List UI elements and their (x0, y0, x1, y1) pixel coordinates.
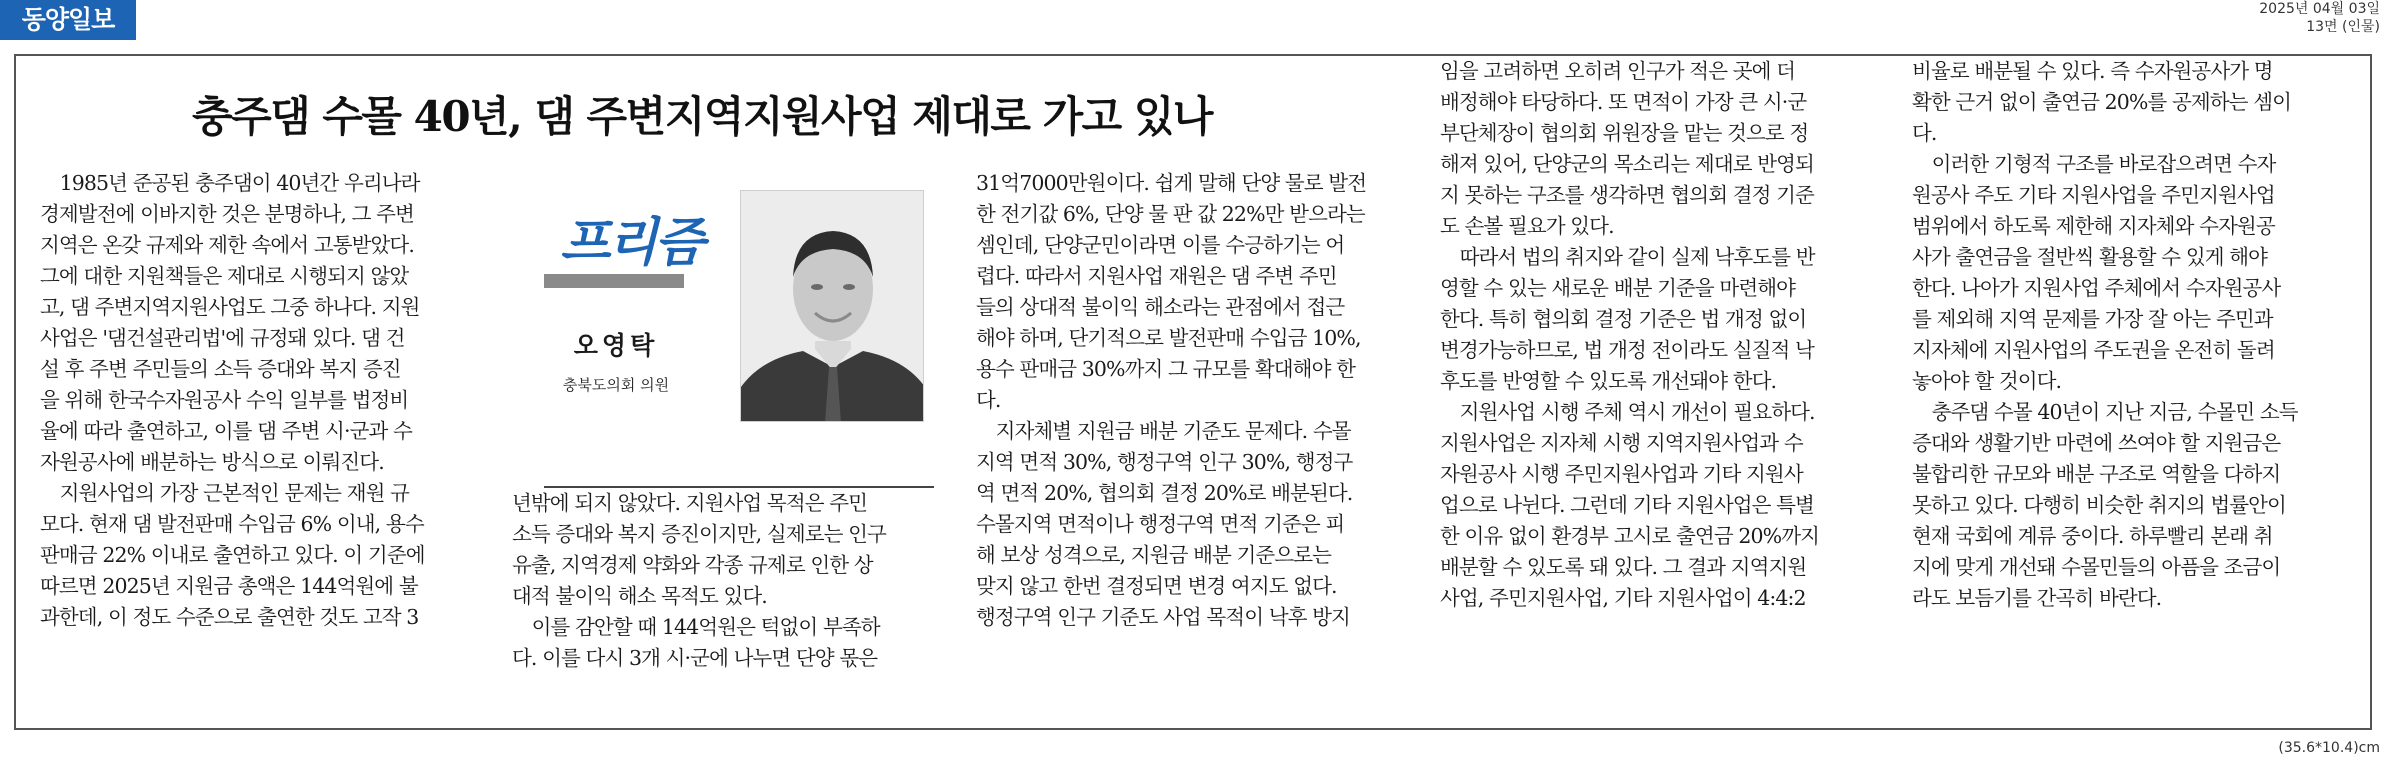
article-line: 다. (976, 388, 1001, 412)
article-line: 이를 감안할 때 144억원은 턱없이 부족하 (512, 615, 880, 639)
article-line: 설 후 주변 주민들의 소득 증대와 복지 증진 (40, 357, 401, 381)
clipping-size: (35.6*10.4)cm (2278, 740, 2380, 756)
article-line: 자원공사 시행 주민지원사업과 기타 지원사 (1440, 462, 1803, 486)
article-line: 사업, 주민지원사업, 기타 지원사업이 4:4:2 (1440, 586, 1806, 610)
article-line: 들의 상대적 불이익 해소라는 관점에서 접근 (976, 295, 1345, 319)
article-frame (14, 54, 2372, 730)
article-line: 행정구역 인구 기준도 사업 목적이 낙후 방지 (976, 605, 1350, 629)
article-line: 율에 따라 출연하고, 이를 댐 주변 시·군과 수 (40, 419, 412, 443)
article-line: 부단체장이 협의회 위원장을 맡는 것으로 정 (1440, 121, 1809, 145)
article-line: 대적 불이익 해소 목적도 있다. (512, 584, 767, 608)
newspaper-header (0, 0, 2386, 52)
article-line: 따라서 법의 취지와 같이 실제 낙후도를 반 (1440, 245, 1815, 269)
article-line: 지자체에 지원사업의 주도권을 온전히 돌려 (1912, 338, 2275, 362)
publication-meta (2259, 0, 2380, 36)
article-line: 년밖에 되지 않았다. 지원사업 목적은 주민 (512, 491, 868, 515)
article-line: 을 위해 한국수자원공사 수익 일부를 법정비 (40, 388, 409, 412)
page-section: 13면 (인물) (2306, 19, 2380, 35)
article-line: 확한 근거 없이 출연금 20%를 공제하는 셈이 (1912, 90, 2292, 114)
article-line: 31억7000만원이다. 쉽게 말해 단양 물로 발전 (976, 171, 1367, 195)
article-headline: 충주댐 수몰 40년, 댐 주변지역지원사업 제대로 가고 있나 (192, 92, 1213, 141)
article-line: 소득 증대와 복지 증진이지만, 실제로는 인구 (512, 522, 886, 546)
article-line: 사가 출연금을 절반씩 활용할 수 있게 해야 (1912, 245, 2268, 269)
article-line: 판매금 22% 이내로 출연하고 있다. 이 기준에 (40, 543, 425, 567)
article-line: 셈인데, 단양군민이라면 이를 수긍하기는 어 (976, 233, 1345, 257)
article-line: 지자체별 지원금 배분 기준도 문제다. 수몰 (976, 419, 1351, 443)
kicker-underline (544, 274, 684, 288)
article-line: 해 보상 성격으로, 지원금 배분 기준으로는 (976, 543, 1332, 567)
article-line: 다. (1912, 121, 1937, 145)
article-line: 수몰지역 면적이나 행정구역 면적 기준은 피 (976, 512, 1345, 536)
article-line: 배정해야 타당하다. 또 면적이 가장 큰 시·군 (1440, 90, 1807, 114)
article-line: 영할 수 있는 새로운 배분 기준을 마련해야 (1440, 276, 1796, 300)
article-line: 지원사업 시행 주체 역시 개선이 필요하다. (1440, 400, 1815, 424)
article-line: 도 손볼 필요가 있다. (1440, 214, 1614, 238)
article-line: 따르면 2025년 지원금 총액은 144억원에 불 (40, 574, 418, 598)
article-line: 를 제외해 지역 문제를 가장 잘 아는 주민과 (1912, 307, 2273, 331)
newspaper-logo: 동양일보 (0, 0, 136, 40)
article-line: 경제발전에 이바지한 것은 분명하나, 그 주변 (40, 202, 414, 226)
article-line: 원공사 주도 기타 지원사업을 주민지원사업 (1912, 183, 2275, 207)
article-line: 현재 국회에 계류 중이다. 하루빨리 본래 취 (1912, 524, 2273, 548)
article-line: 지 못하는 구조를 생각하면 협의회 결정 기준 (1440, 183, 1814, 207)
article-line: 임을 고려하면 오히려 인구가 적은 곳에 더 (1440, 59, 1796, 83)
article-line: 지에 맞게 개선돼 수몰민들의 아픔을 조금이 (1912, 555, 2281, 579)
publication-date: 2025년 04월 03일 (2259, 1, 2380, 17)
article-line: 역 면적 20%, 협의회 결정 20%로 배분된다. (976, 481, 1353, 505)
article-column-3 (976, 168, 1424, 633)
author-photo (740, 190, 924, 422)
article-line: 배분할 수 있도록 돼 있다. 그 결과 지역지원 (1440, 555, 1807, 579)
article-line: 해져 있어, 단양군의 목소리는 제대로 반영되 (1440, 152, 1814, 176)
article-line: 지원사업은 지자체 시행 지역지원사업과 수 (1440, 431, 1803, 455)
article-line: 지원사업의 가장 근본적인 문제는 재원 규 (40, 481, 410, 505)
article-line: 다. 이를 다시 3개 시·군에 나누면 단양 몫은 (512, 646, 878, 670)
article-line: 지역 면적 30%, 행정구역 인구 30%, 행정구 (976, 450, 1353, 474)
article-line: 한 전기값 6%, 단양 물 판 값 22%만 받으라는 (976, 202, 1365, 226)
article-line: 유출, 지역경제 약화와 각종 규제로 인한 상 (512, 553, 873, 577)
author-portrait-image (741, 191, 924, 422)
article-column-5 (1912, 56, 2362, 614)
article-line: 사업은 '댐건설관리법'에 규정돼 있다. 댐 건 (40, 326, 405, 350)
column-kicker: 프리즘 (560, 213, 702, 273)
article-line: 증대와 생활기반 마련에 쓰여야 할 지원금은 (1912, 431, 2281, 455)
article-line: 라도 보듬기를 간곡히 바란다. (1912, 586, 2162, 610)
article-line: 지역은 온갖 규제와 제한 속에서 고통받았다. (40, 233, 414, 257)
article-line: 변경가능하므로, 법 개정 전이라도 실질적 낙 (1440, 338, 1814, 362)
article-line: 1985년 준공된 충주댐이 40년간 우리나라 (40, 171, 420, 195)
article-line: 고, 댐 주변지역지원사업도 그중 하나다. 지원 (40, 295, 420, 319)
article-line: 용수 판매금 30%까지 그 규모를 확대해야 한 (976, 357, 1356, 381)
author-title: 충북도의회 의원 (562, 376, 670, 394)
article-line: 모다. 현재 댐 발전판매 수입금 6% 이내, 용수 (40, 512, 424, 536)
article-line: 놓아야 할 것이다. (1912, 369, 2062, 393)
article-line: 업으로 나뉜다. 그런데 기타 지원사업은 특별 (1440, 493, 1814, 517)
article-line: 그에 대한 지원책들은 제대로 시행되지 않았 (40, 264, 409, 288)
article-line: 한다. 특히 협의회 결정 기준은 법 개정 없이 (1440, 307, 1807, 331)
article-line: 못하고 있다. 다행히 비슷한 취지의 법률안이 (1912, 493, 2286, 517)
article-line: 렵다. 따라서 지원사업 재원은 댐 주변 주민 (976, 264, 1337, 288)
article-line: 한 이유 없이 환경부 고시로 출연금 20%까지 (1440, 524, 1820, 548)
article-line: 과한데, 이 정도 수준으로 출연한 것도 고작 3 (40, 605, 419, 629)
article-line: 불합리한 규모와 배분 구조로 역할을 다하지 (1912, 462, 2281, 486)
article-column-1 (40, 168, 496, 633)
article-line: 한다. 나아가 지원사업 주체에서 수자원공사 (1912, 276, 2281, 300)
article-line: 이러한 기형적 구조를 바로잡으려면 수자 (1912, 152, 2276, 176)
article-column-4 (1440, 56, 1880, 614)
article-line: 자원공사에 배분하는 방식으로 이뤄진다. (40, 450, 384, 474)
article-line: 비율로 배분될 수 있다. 즉 수자원공사가 명 (1912, 59, 2273, 83)
article-line: 범위에서 하도록 제한해 지자체와 수자원공 (1912, 214, 2275, 238)
columnist-profile (526, 190, 946, 486)
article-line: 충주댐 수몰 40년이 지난 지금, 수몰민 소득 (1912, 400, 2298, 424)
author-name: 오영탁 (573, 331, 659, 360)
article-line: 해야 하며, 단기적으로 발전판매 수입금 10%, (976, 326, 1361, 350)
article-line: 후도를 반영할 수 있도록 개선돼야 한다. (1440, 369, 1777, 393)
article-column-2 (512, 488, 960, 674)
article-line: 맞지 않고 한번 결정되면 변경 여지도 없다. (976, 574, 1337, 598)
